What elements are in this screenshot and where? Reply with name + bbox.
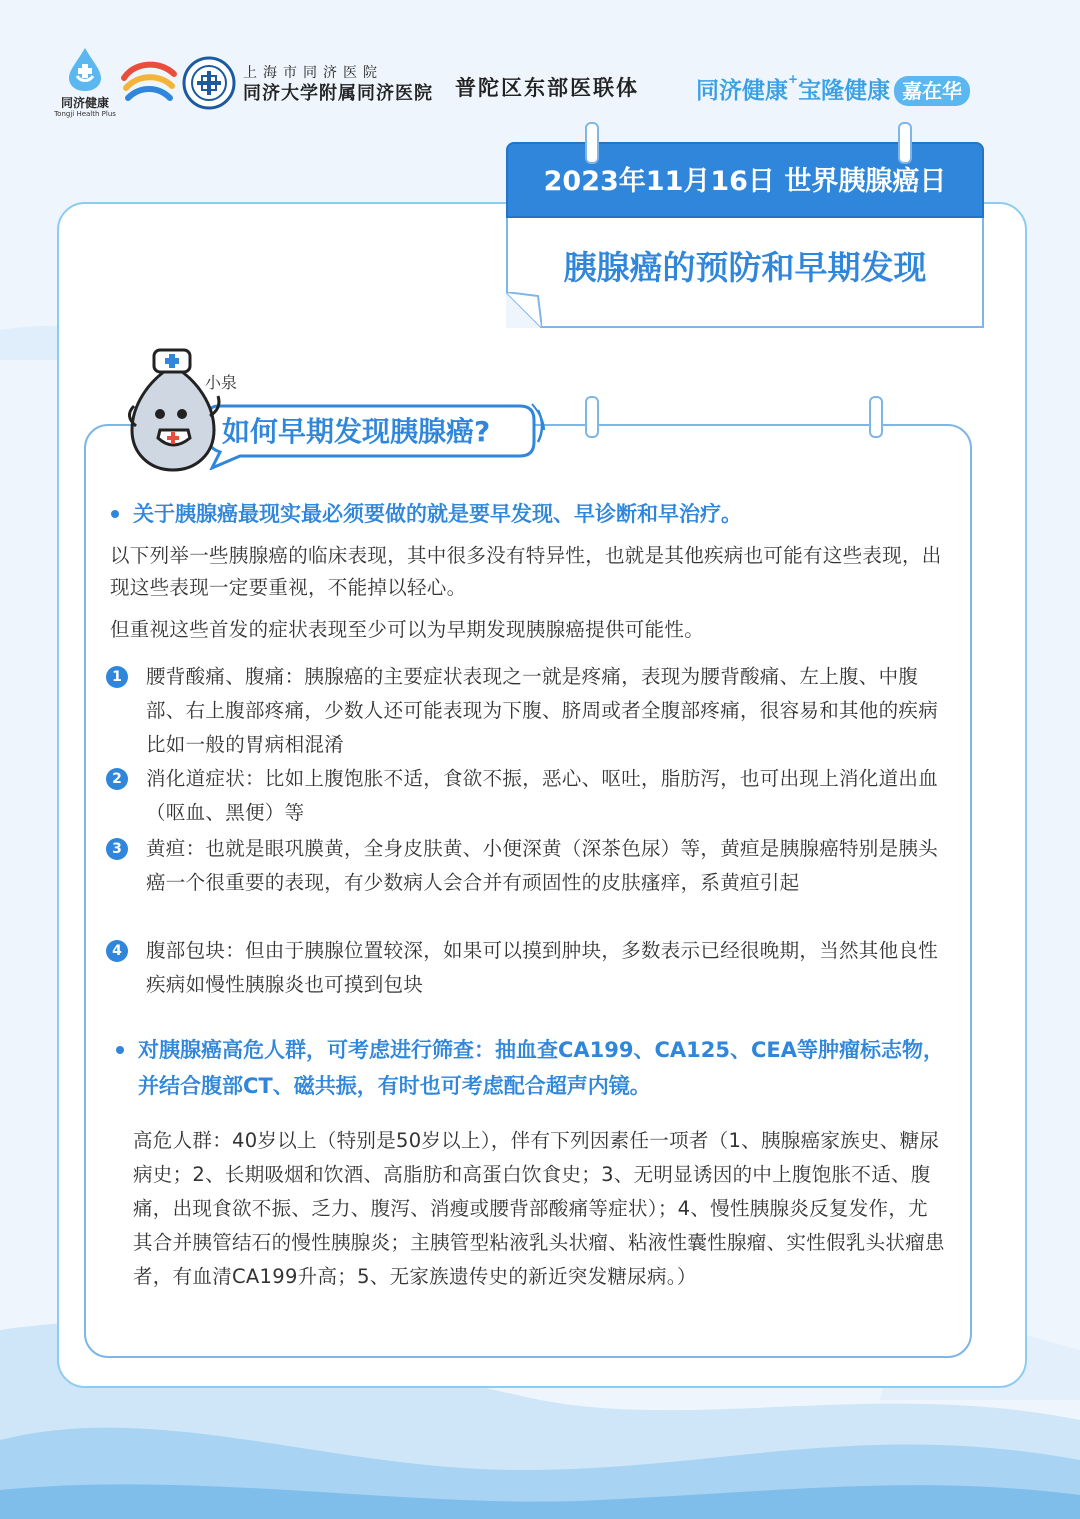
- symptom-text: 消化道症状：比如上腹饱胀不适，食欲不振，恶心、呕吐，脂肪泻，也可出现上消化道出血（呕血、黑便）等: [146, 767, 939, 824]
- title-card: [506, 142, 984, 328]
- wave-logo-icon: [120, 58, 178, 108]
- high-risk-description: 高危人群：40岁以上（特别是50岁以上），伴有下列因素任一项者（1、胰腺癌家族史、糖尿病史；2、长期吸烟和饮酒、高脂肪和高蛋白饮食史；3、无明显诱因的中上腹饱胀不适、腹痛，出现食欲不振、乏力、腹泻、消瘦或腰背部酸痛等症状）；4、慢性胰腺炎反复发作，尤其合并胰管结石的慢性胰腺炎；主胰管型粘液乳头状瘤、粘液性囊性腺瘤、实性假乳头状瘤患者，有血清CA199升高；5、无家族遗传史的新近突发糖尿病。）: [133, 1129, 945, 1288]
- number-badge-icon: 1: [106, 666, 128, 688]
- bullet-dot-icon: [111, 510, 119, 518]
- section1-heading: [133, 496, 943, 532]
- binder-ring-icon: [898, 122, 912, 164]
- section1-intro1: 以下列举一些胰腺癌的临床表现，其中很多没有特异性，也就是其他疾病也可能有这些表现，出现这些表现一定要重视，不能掉以轻心。: [110, 544, 942, 599]
- section-question: 如何早期发现胰腺癌?: [222, 415, 491, 448]
- main-title: 胰腺癌的预防和早期发现: [506, 218, 984, 328]
- symptom-text: 腹部包块：但由于胰腺位置较深，如果可以摸到肿块，多数表示已经很晚期，当然其他良性疾病如慢性胰腺炎也可摸到包块: [146, 939, 939, 996]
- brand-badge: 嘉在华: [894, 76, 970, 106]
- logo-name: 同济健康: [60, 96, 109, 110]
- brand-baolong: 宝隆健康: [798, 78, 891, 104]
- logo-subname: Tongji Health Plus: [54, 110, 116, 118]
- binder-ring-icon: [869, 396, 883, 438]
- brand-banner: [696, 72, 970, 106]
- page-fold-icon: [506, 292, 542, 328]
- water-drop-icon: [65, 46, 105, 92]
- mascot-xiaoquan-icon: [118, 346, 228, 474]
- mascot-name: 小泉: [205, 373, 238, 392]
- brand-tongji: 同济健康: [696, 78, 788, 104]
- hospital-seal-icon: [182, 56, 236, 110]
- binder-ring-icon: [585, 122, 599, 164]
- symptom-text: 腰背酸痛、腹痛：胰腺癌的主要症状表现之一就是疼痛，表现为腰背酸痛、左上腹、中腹部、右上腹部疼痛，少数人还可能表现为下腹、脐周或者全腹部疼痛，很容易和其他的疾病比如一般的胃病相混淆: [146, 665, 939, 756]
- hospital-name: [243, 64, 433, 106]
- section1-heading-text: 关于胰腺癌最现实最必须要做的就是要早发现、早诊断和早治疗。: [133, 502, 742, 526]
- section2-heading-text: 对胰腺癌高危人群，可考虑进行筛查：抽血查CA199、CA125、CEA等肿瘤标志物，并结合腹部CT、磁共振，有时也可考虑配合超声内镜。: [138, 1038, 945, 1098]
- number-badge-icon: 4: [106, 940, 128, 962]
- symptom-text: 黄疸：也就是眼巩膜黄，全身皮肤黄、小便深黄（深茶色尿）等，黄疸是胰腺癌特别是胰头癌一个很重要的表现，有少数病人会合并有顽固性的皮肤瘙痒，系黄疸引起: [146, 837, 939, 894]
- hospital-name-line2: 同济大学附属同济医院: [243, 83, 433, 104]
- date-title: 2023年11月16日 世界胰腺癌日: [506, 142, 984, 218]
- number-badge-icon: 2: [106, 768, 128, 790]
- tongji-health-logo: [52, 46, 118, 116]
- medical-union-name: 普陀区东部医联体: [455, 75, 639, 100]
- bullet-dot-icon: [116, 1046, 124, 1054]
- brand-plus: +: [788, 72, 799, 86]
- binder-ring-icon: [585, 396, 599, 438]
- section1-intro2: 但重视这些首发的症状表现至少可以为早期发现胰腺癌提供可能性。: [110, 618, 705, 641]
- section2-heading: [138, 1032, 948, 1104]
- hospital-name-line1: 上海市同济医院: [243, 65, 383, 81]
- number-badge-icon: 3: [106, 838, 128, 860]
